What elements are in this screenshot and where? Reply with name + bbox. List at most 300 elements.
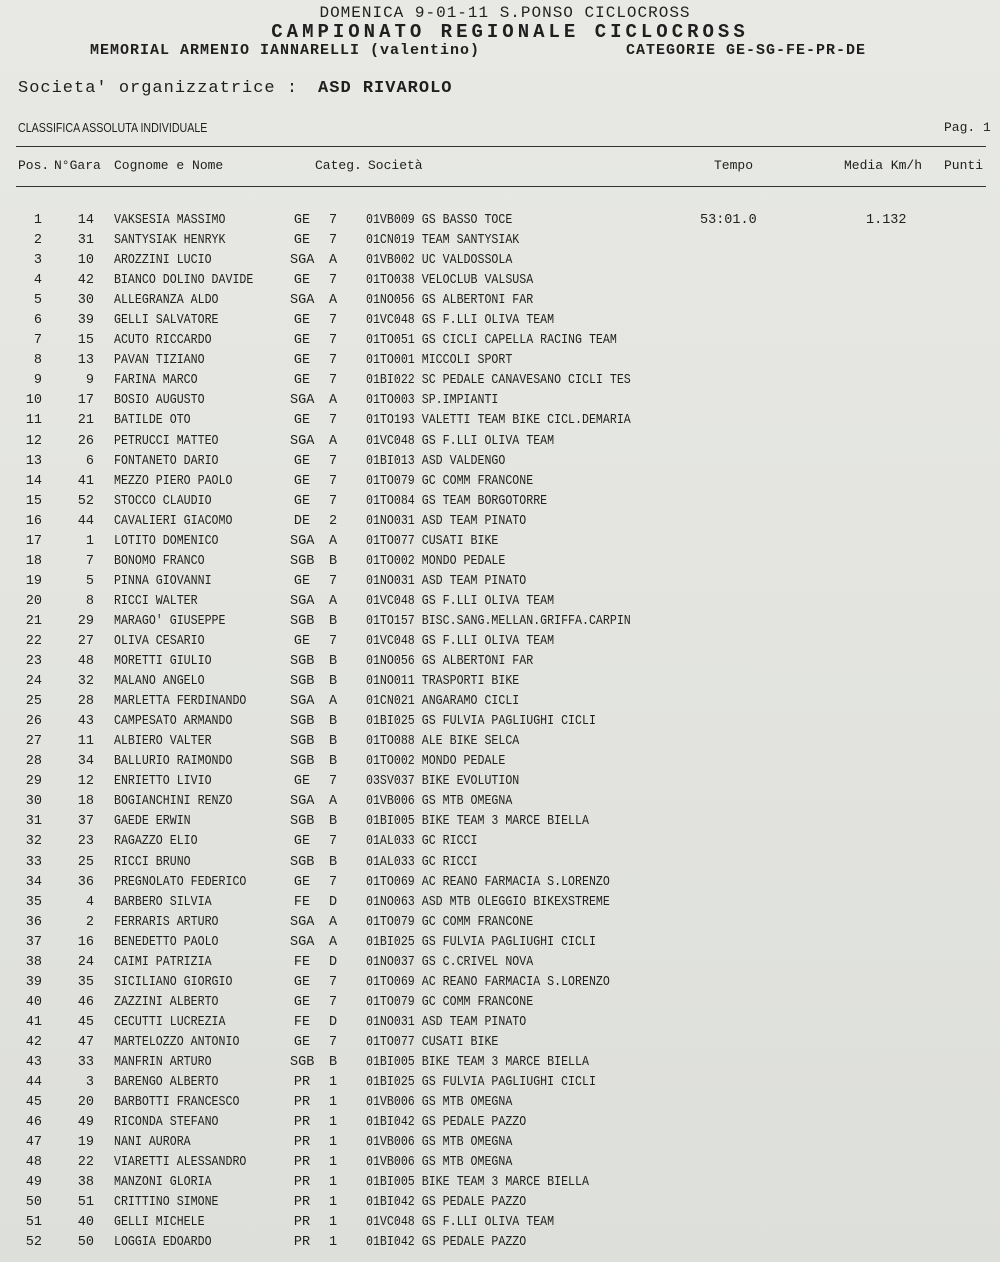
pos-cell: 51 [25,1215,42,1231]
name-cell-text: SANTYSIAK HENRYK [114,233,226,249]
race-number-cell: 39 [77,313,94,329]
name-cell [114,474,252,489]
race-number-cell: 49 [77,1115,94,1131]
name-cell-text: PAVAN TIZIANO [114,353,205,369]
team-cell [366,774,544,789]
table-row [0,1115,1000,1135]
name-cell-text: LOGGIA EDOARDO [114,1235,212,1251]
group-cell: D [328,1014,338,1030]
name-cell-text: BALLURIO RAIMONDO [114,754,233,770]
name-cell-text: ZAZZINI ALBERTO [114,994,219,1010]
table-row [0,213,1000,233]
category-cell: SGA [290,393,315,409]
team-cell [366,1055,625,1070]
category-cell: PR [293,1175,311,1191]
name-cell-text: MARTELOZZO ANTONIO [114,1034,240,1050]
race-number-cell: 52 [77,493,94,509]
team-cell-text: 01NO011 TRASPORTI BIKE [366,674,520,690]
team-cell-text: 01TO084 GS TEAM BORGOTORRE [366,493,548,509]
race-number-cell: 40 [77,1215,94,1231]
table-row [0,1155,1000,1175]
category-cell: SGB [290,714,315,730]
group-cell: A [328,794,338,810]
name-cell-text: VIARETTI ALESSANDRO [114,1155,247,1171]
table-row [0,574,1000,594]
team-cell-text: 01VC048 GS F.LLI OLIVA TEAM [366,433,555,449]
group-cell: B [328,613,338,629]
team-cell-text: 01BI022 SC PEDALE CANAVESANO CICLI TES [366,373,631,389]
name-cell [114,273,276,288]
name-cell [114,233,244,248]
race-number-cell: 21 [77,413,94,429]
team-cell [366,373,674,388]
table-row [0,353,1000,373]
pos-cell: 18 [25,553,42,569]
pos-cell: 23 [25,654,42,670]
name-cell [114,313,236,328]
group-cell: A [328,433,338,449]
category-cell: SGA [290,533,315,549]
name-cell [114,1155,268,1170]
pos-cell: 27 [25,734,42,750]
category-cell: SGA [290,914,315,930]
group-cell: D [328,954,338,970]
race-number-cell: 16 [77,934,94,950]
table-row [0,1175,1000,1195]
group-cell: 1 [328,1115,338,1131]
time-cell: 53:01.0 [700,213,757,228]
team-cell-text: 01AL033 GC RICCI [366,854,478,870]
race-number-cell: 38 [77,1175,94,1191]
table-row [0,794,1000,814]
group-cell: A [328,593,338,609]
name-cell [114,814,203,829]
pos-cell: 4 [33,273,42,289]
team-cell-text: 01TO069 AC REANO FARMACIA S.LORENZO [366,874,610,890]
team-cell-text: 01BI013 ASD VALDENGO [366,453,506,469]
race-number-cell: 19 [77,1135,94,1151]
name-cell-text: STOCCO CLAUDIO [114,493,212,509]
name-cell [114,1115,236,1130]
name-cell-text: PINNA GIOVANNI [114,573,212,589]
group-cell: 1 [328,1155,338,1171]
race-number-cell: 31 [77,233,94,249]
table-row [0,975,1000,995]
race-number-cell: 46 [77,994,94,1010]
category-cell: GE [293,493,311,509]
group-cell: 7 [328,233,338,249]
team-cell-text: 01TO003 SP.IMPIANTI [366,393,499,409]
group-cell: B [328,714,338,730]
pos-cell: 6 [33,313,42,329]
pos-cell: 10 [25,393,42,409]
team-cell [366,494,577,509]
category-cell: PR [293,1095,311,1111]
team-cell [366,333,658,348]
table-row [0,714,1000,734]
category-cell: PR [293,1075,311,1091]
team-cell-text: 01TO157 BISC.SANG.MELLAN.GRIFFA.CARPIN [366,613,631,629]
category-cell: SGB [290,553,315,569]
name-cell-text: PREGNOLATO FEDERICO [114,874,247,890]
category-cell: PR [293,1115,311,1131]
category-cell: SGA [290,694,315,710]
name-cell [114,293,236,308]
name-cell [114,454,236,469]
category-cell: GE [293,353,311,369]
team-cell-text: 01VC048 GS F.LLI OLIVA TEAM [366,593,555,609]
pos-cell: 13 [25,453,42,469]
name-cell-text: OLIVA CESARIO [114,633,205,649]
team-cell-text: 01NO063 ASD MTB OLEGGIO BIKEXSTREME [366,894,610,910]
name-cell-text: ALLEGRANZA ALDO [114,293,219,309]
team-cell-text: 03SV037 BIKE EVOLUTION [366,774,520,790]
table-row [0,1035,1000,1055]
team-cell [366,1135,536,1150]
race-number-cell: 34 [77,754,94,770]
table-row [0,774,1000,794]
race-number-cell: 20 [77,1095,94,1111]
pos-cell: 2 [33,233,42,249]
name-cell [114,554,219,569]
group-cell: 1 [328,1175,338,1191]
race-number-cell: 17 [77,393,94,409]
pos-cell: 45 [25,1095,42,1111]
team-cell [366,1235,552,1250]
team-cell [366,875,650,890]
name-cell-text: MEZZO PIERO PAOLO [114,473,233,489]
table-row [0,273,1000,293]
race-number-cell: 11 [77,734,94,750]
category-cell: GE [293,213,311,228]
group-cell: A [328,253,338,269]
team-cell [366,955,560,970]
group-cell: 7 [328,473,338,489]
table-row [0,674,1000,694]
col-header-categ: Categ. [315,158,362,173]
race-number-cell: 10 [77,253,94,269]
name-cell [114,714,252,729]
group-cell: A [328,533,338,549]
category-cell: SGA [290,593,315,609]
table-row [0,454,1000,474]
name-cell [114,594,211,609]
table-row [0,1015,1000,1035]
table-row [0,855,1000,875]
table-row [0,1135,1000,1155]
team-cell [366,834,496,849]
name-cell-text: RICONDA STEFANO [114,1115,219,1131]
group-cell: 7 [328,373,338,389]
pos-cell: 12 [25,433,42,449]
team-cell [366,474,560,489]
race-number-cell: 27 [77,633,94,649]
race-number-cell: 42 [77,273,94,289]
group-cell: 2 [328,513,338,529]
team-cell-text: 01VC048 GS F.LLI OLIVA TEAM [366,633,555,649]
team-cell-text: 01CN019 TEAM SANTYSIAK [366,233,520,249]
organizer-line [18,79,452,98]
name-cell-text: FONTANETO DARIO [114,453,219,469]
group-cell: 7 [328,573,338,589]
team-cell [366,454,528,469]
category-cell: GE [293,333,311,349]
category-cell: FE [293,1014,311,1030]
name-cell-text: CAIMI PATRIZIA [114,954,212,970]
category-cell: GE [293,1034,311,1050]
race-number-cell: 14 [77,213,94,228]
team-cell-text: 01VB006 GS MTB OMEGNA [366,794,513,810]
name-cell [114,494,227,509]
team-cell-text: 01TO051 GS CICLI CAPELLA RACING TEAM [366,333,617,349]
race-number-cell: 1 [85,533,94,549]
race-number-cell: 45 [77,1014,94,1030]
pos-cell: 25 [25,694,42,710]
name-cell-text: AROZZINI LUCIO [114,253,212,269]
organizer-label: Societa' organizzatrice : [18,79,299,98]
team-cell [366,353,536,368]
category-cell: GE [293,453,311,469]
table-row [0,393,1000,413]
name-cell-text: BENEDETTO PAOLO [114,934,219,950]
name-cell-text: CRITTINO SIMONE [114,1195,219,1211]
name-cell-text: RAGAZZO ELIO [114,834,198,850]
col-header-media: Media Km/h [844,158,923,173]
team-cell-text: 01NO056 GS ALBERTONI FAR [366,293,534,309]
category-cell: SGA [290,794,315,810]
group-cell: 1 [328,1235,338,1251]
table-row [0,1095,1000,1115]
name-cell [114,253,227,268]
col-header-name: Cognome e Nome [114,158,224,173]
name-cell [114,574,227,589]
group-cell: 7 [328,333,338,349]
pos-cell: 37 [25,934,42,950]
table-row [0,253,1000,273]
table-row [0,474,1000,494]
name-cell-text: BIANCO DOLINO DAVIDE [114,273,254,289]
group-cell: 7 [328,493,338,509]
category-cell: SGB [290,854,315,870]
pos-cell: 29 [25,774,42,790]
name-cell [114,1235,227,1250]
group-cell: D [328,894,338,910]
name-cell [114,674,219,689]
pos-cell: 16 [25,513,42,529]
team-cell-text: 01TO077 CUSATI BIKE [366,533,499,549]
name-cell [114,373,211,388]
team-cell-text: 01BI025 GS FULVIA PAGLIUGHI CICLI [366,934,596,950]
group-cell: 7 [328,413,338,429]
team-cell [366,293,560,308]
name-cell-text: CAMPESATO ARMANDO [114,714,233,730]
name-cell [114,774,227,789]
name-cell-text: BARENGO ALBERTO [114,1075,219,1091]
category-cell: DE [293,513,311,529]
col-header-tempo: Tempo [714,158,754,173]
name-cell-text: GELLI SALVATORE [114,313,219,329]
group-cell: 1 [328,1095,338,1111]
race-number-cell: 32 [77,674,94,690]
pos-cell: 11 [25,413,42,429]
team-cell-text: 01BI042 GS PEDALE PAZZO [366,1235,527,1251]
table-row [0,995,1000,1015]
name-cell-text: RICCI WALTER [114,593,198,609]
name-cell [114,614,244,629]
table-row [0,233,1000,253]
table-row [0,935,1000,955]
group-cell: 1 [328,1195,338,1211]
table-row [0,614,1000,634]
name-cell [114,353,219,368]
category-cell: GE [293,774,311,790]
team-cell-text: 01TO002 MONDO PEDALE [366,754,506,770]
group-cell: B [328,854,338,870]
name-cell [114,1195,236,1210]
group-cell: 7 [328,774,338,790]
table-row [0,814,1000,834]
team-cell-text: 01TO002 MONDO PEDALE [366,553,506,569]
group-cell: 7 [328,633,338,649]
name-cell-text: GAEDE ERWIN [114,814,191,830]
pos-cell: 44 [25,1075,42,1091]
name-cell-text: ACUTO RICCARDO [114,333,212,349]
pos-cell: 7 [33,333,42,349]
table-row [0,1235,1000,1255]
header-rule-bottom [16,186,986,187]
group-cell: 7 [328,1034,338,1050]
race-number-cell: 51 [77,1195,94,1211]
organizer-value: ASD RIVAROLO [318,79,453,98]
pos-cell: 46 [25,1115,42,1131]
pos-cell: 22 [25,633,42,649]
team-cell [366,554,528,569]
name-cell [114,1055,227,1070]
group-cell: A [328,694,338,710]
group-cell: 7 [328,453,338,469]
pos-cell: 42 [25,1034,42,1050]
team-cell [366,233,544,248]
pos-cell: 38 [25,954,42,970]
team-cell-text: 01CN021 ANGARAMO CICLI [366,694,520,710]
pos-cell: 50 [25,1195,42,1211]
team-cell-text: 01TO038 VELOCLUB VALSUSA [366,273,534,289]
table-row [0,1195,1000,1215]
table-row [0,434,1000,454]
race-number-cell: 15 [77,333,94,349]
name-cell-text: BOGIANCHINI RENZO [114,794,233,810]
race-number-cell: 28 [77,694,94,710]
name-cell-text: CECUTTI LUCREZIA [114,1014,226,1030]
race-number-cell: 13 [77,353,94,369]
team-cell-text: 01TO001 MICCOLI SPORT [366,353,513,369]
category-cell: GE [293,273,311,289]
team-cell-text: 01VB002 UC VALDOSSOLA [366,253,513,269]
group-cell: 7 [328,313,338,329]
name-cell [114,654,227,669]
category-cell: SGA [290,253,315,269]
team-cell-text: 01VB009 GS BASSO TOCE [366,213,513,228]
team-cell [366,1155,536,1170]
col-header-pos: Pos. [18,158,50,173]
group-cell: 7 [328,974,338,990]
name-cell [114,1215,219,1230]
pos-cell: 21 [25,613,42,629]
team-cell-text: 01VB006 GS MTB OMEGNA [366,1155,513,1171]
race-number-cell: 43 [77,714,94,730]
table-row [0,1215,1000,1235]
pos-cell: 5 [33,293,42,309]
team-cell [366,514,552,529]
category-cell: SGB [290,674,315,690]
category-cell: PR [293,1195,311,1211]
pos-cell: 39 [25,974,42,990]
team-cell [366,694,544,709]
name-cell-text: MORETTI GIULIO [114,654,212,670]
table-row [0,554,1000,574]
pos-cell: 36 [25,914,42,930]
race-number-cell: 26 [77,433,94,449]
pos-cell: 32 [25,834,42,850]
category-cell: SGB [290,654,315,670]
race-number-cell: 5 [85,573,94,589]
team-cell-text: 01BI042 GS PEDALE PAZZO [366,1195,527,1211]
team-cell [366,915,560,930]
team-cell [366,674,544,689]
name-cell [114,955,227,970]
category-cell: GE [293,834,311,850]
category-cell: GE [293,573,311,589]
name-cell [114,1135,203,1150]
name-cell [114,834,211,849]
race-number-cell: 41 [77,473,94,489]
name-cell [114,1075,236,1090]
table-row [0,654,1000,674]
category-cell: GE [293,413,311,429]
pos-cell: 3 [33,253,42,269]
team-cell [366,393,520,408]
name-cell-text: PETRUCCI MATTEO [114,433,219,449]
speed-cell: 1.132 [866,213,907,228]
name-cell [114,995,236,1010]
pos-cell: 33 [25,854,42,870]
name-cell [114,514,252,529]
category-cell: PR [293,1215,311,1231]
pos-cell: 26 [25,714,42,730]
team-cell [366,1115,552,1130]
name-cell-text: GELLI MICHELE [114,1215,205,1231]
race-number-cell: 50 [77,1235,94,1251]
name-cell-text: BONOMO FRANCO [114,553,205,569]
team-cell [366,1175,625,1190]
team-cell-text: 01AL033 GC RICCI [366,834,478,850]
category-cell: SGB [290,754,315,770]
table-row [0,875,1000,895]
team-cell-text: 01TO079 GC COMM FRANCONE [366,994,534,1010]
team-cell [366,814,625,829]
group-cell: 7 [328,353,338,369]
name-cell [114,1035,260,1050]
name-cell-text: FARINA MARCO [114,373,198,389]
race-number-cell: 37 [77,814,94,830]
pos-cell: 19 [25,573,42,589]
race-number-cell: 12 [77,774,94,790]
group-cell: 7 [328,834,338,850]
group-cell: 7 [328,273,338,289]
group-cell: B [328,674,338,690]
race-number-cell: 4 [85,894,94,910]
name-cell [114,434,236,449]
